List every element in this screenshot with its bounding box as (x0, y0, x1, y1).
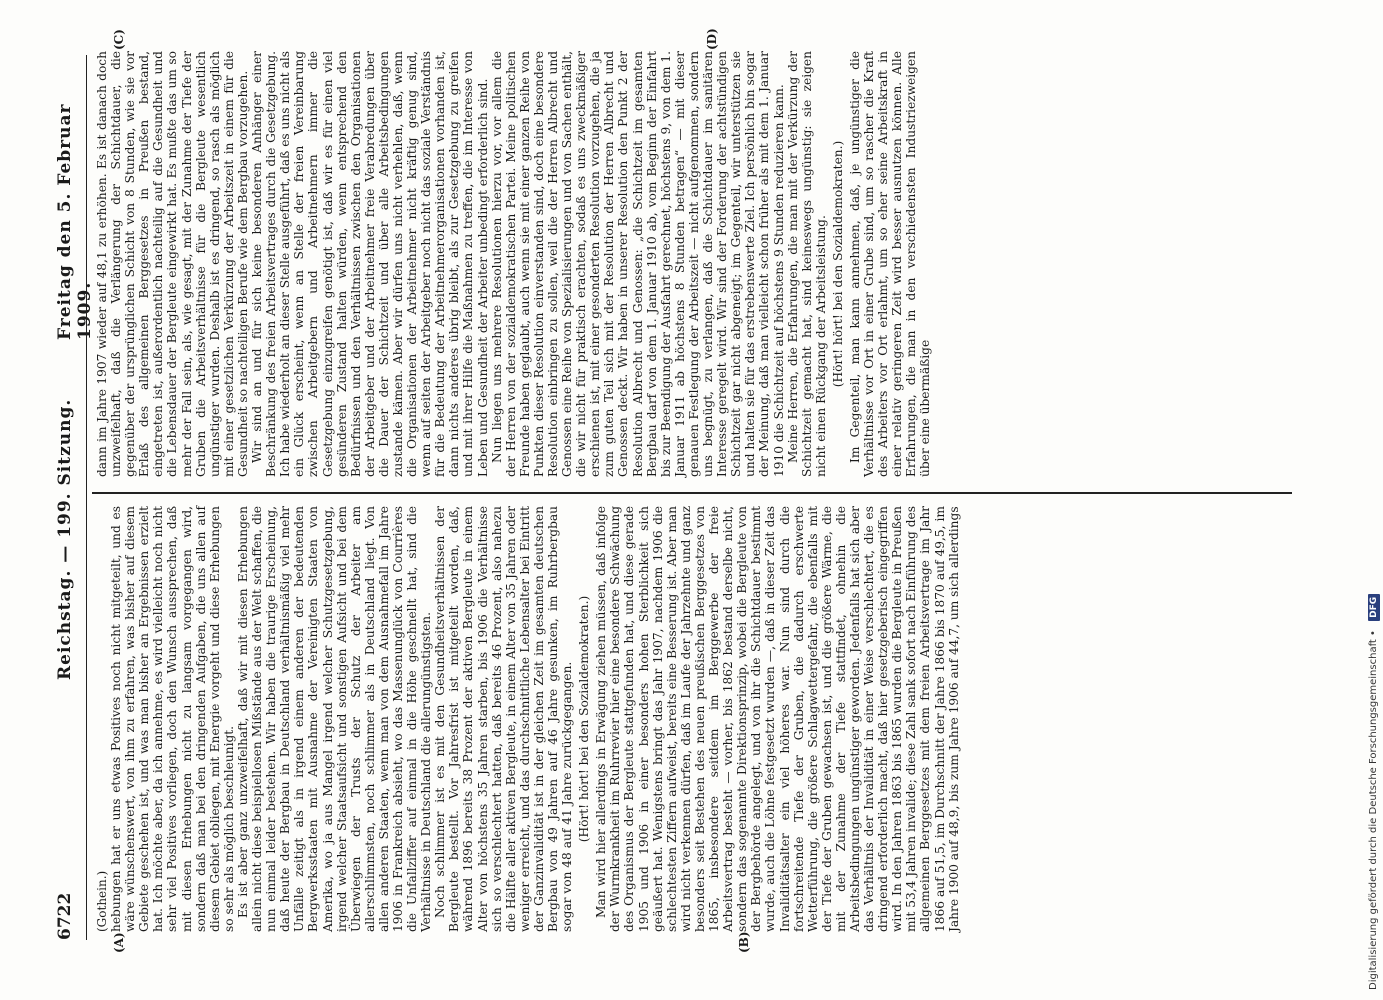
column-divider (92, 492, 1292, 494)
margin-marker-c: (C) (112, 29, 126, 50)
margin-marker-a: (A) (112, 932, 126, 953)
paragraph: Wir sind an und für sich keine besonderen Anhänger einer Beschränkung des freien Arbeitsvertrages durch die Gesetzgebung. Ich habe wiederholt an dieser Stelle ausgeführt, daß es uns nicht als ein Glück erscheint, wenn an Stelle der freien Vereinbarung zwischen Arbeitgebern und Arbeitnehmern immer die Gesetzgebung einzugreifen genötigt ist, daß wir es für einen viel gesünderen Zustand halten würden, wenn entsprechend den Bedürfnissen und den Verhältnissen zwischen den Organisationen der Arbeitgeber und der Arbeitnehmer freie Verabredungen über die Dauer der Schichtzeit und über alle Arbeitsbedingungen zustande kämen. Aber wir dürfen uns nicht verhehlen, daß, wenn die Organisationen der Arbeitnehmer nicht kräftig genug sind, wenn auf seiten der Arbeitgeber noch nicht das soziale Verständnis für die Bedeutung der Arbeitnehmerorganisationen vorhanden ist, dann nichts anderes übrig bleibt, als zur Gesetzgebung zu greifen und mit ihrer Hilfe die Maßnahmen zu treffen, die im Interesse von Leben und Gesundheit der Arbeiter unbedingt erforderlich sind. (250, 51, 490, 477)
paragraph: Man wird hier allerdings in Erwägung ziehen müssen, daß infolge der Wurmkrankheit im Ruhrrevier hier eine besondere Schwächung des Organismus der Bergleute stattgefunden hat, und diese gerade 1905 und 1906 in einer besonders hohen Sterblichkeit sich geäußert hat. Wenigstens bringt das Jahr 1907, nachdem 1906 die schlechtesten Ziffern aufweist, bereits eine Besserung ist. Aber man wird nicht verkennen dürfen, daß im Laufe der Jahrzehnte und ganz besonders seit Bestehen des neuen preußischen Berggesetzes von 1865, insbesondere seitdem im Berggewerbe der freie Arbeitsvertrag besteht — vorher, bis 1862 bestand derselbe nicht, sondern das sogenannte Direktionsprinzip, wobei die Bergleute von der Bergbehörde angelegt, und von ihr die Schichtdauer bestimmt wurde, auch die Löhne festgesetzt wurden —, daß in dieser Zeit das Invaliditätsalter ein viel höheres war. Nun sind durch die fortschreitende Tiefe der Gruben, die dadurch erschwerte Wetterführung, die größere Schlagwettergefahr, die ebenfalls mit der Tiefe der Gruben gewachsen ist, und die größere Wärme, die mit der Zunahme der Tiefe stattfindet, ohnehin die Arbeitsbedingungen ungünstiger geworden. Jedenfalls hat sich aber das Verhältnis der Invalidität in einer Weise verschlechtert, die es dringend erforderlich macht, daß hier gesetzgeberisch eingegriffen wird. In den Jahren 1863 bis 1865 wurden die Bergleute in Preußen mit 53,4 Jahren invalide; diese Zahl sank sofort nach Einführung des allgemeinen Berggesetzes mit dem freien Arbeitsvertrage im Jahr 1866 auf 51,5, im Durchschnitt der Jahre 1866 bis 1870 auf 49,5, im Jahre 1900 auf 48,9, bis zum Jahre 1906 auf 44,7, um sich allerdings (594, 506, 961, 932)
margin-marker-d: (D) (705, 28, 719, 50)
interjection: (Hört! hört! bei den Sozialdemokraten.) (830, 140, 845, 388)
right-column (95, 51, 933, 477)
credit-text: Digitalisierung gefördert durch die Deutsche Forschungsgemeinschaft • (1368, 630, 1379, 990)
digitization-credit (1348, 10, 1378, 990)
paragraph: Meine Herren, die Erfahrungen, die man mit der Verkürzung der Schichtzeit gemacht hat, sind keineswegs ungünstig: sie zeigen nicht einen Rückgang der Arbeitsleistung. (785, 51, 828, 477)
paragraph: Im Gegenteil, man kann annehmen, daß, je ungünstiger die Verhältnisse vor Ort in einer Grube sind, um so rascher die Kraft des Arbeiters vor Ort erlahmt, um so eher seine Arbeitskraft in einer relativ geringeren Zeit wird besser ausnutzen können. Alle Erfahrungen, die man in den verschiedensten Industriezweigen über eine übermäßige (847, 51, 933, 477)
paragraph: dann im Jahre 1907 wieder auf 48,1 zu erhöhen. Es ist danach doch unzweifelhaft, daß die Verlängerung der Schichtdauer, die gegenüber der ursprünglichen Schicht von 8 Stunden, wie sie vor Erlaß des allgemeinen Berggesetzes in Preußen bestand, eingetreten ist, außerordentlich nachteilig auf die Gesundheit und die Lebensdauer der Bergleute eingewirkt hat. Es mußte das um so mehr der Fall sein, als, wie gesagt, mit der Zunahme der Tiefe der Gruben die Arbeitsverhältnisse für die Bergleute wesentlich ungünstiger wurden. Deshalb ist es dringend, so rasch als möglich mit einer gesetzlichen Verkürzung der Arbeitszeit in einem für die Gesundheit so nachteiligen Berufe wie dem Bergbau vorzugehen. (95, 51, 250, 477)
speaker-name: (Gothein.) (95, 870, 109, 932)
page-number: 6722 (55, 892, 75, 940)
paragraph: Es ist aber ganz unzweifelhaft, daß wir mit diesen Erhebungen allein nicht diese beispiellosen Mißstände aus der Welt schaffen, die nun einmal leider bestehen. Wir haben die traurige Erscheinung, daß heute der Bergbau in Deutschland verhältnismäßig viel mehr Unfälle zeitigt als in irgend einem anderen der bedeutenden Bergwerksstaaten mit Ausnahme der Vereinigten Staaten von Amerika, wo ja aus Mangel irgend welcher Schutzgesetzgebung, irgend welcher Staatsaufsicht und sonstigen Aufsicht und bei dem Überwiegen der Trusts der Schutz der Arbeiter am allerschlimmsten, noch schlimmer als in Deutschland liegt. Von allen anderen Staaten, wenn man von dem Ausnahmefall im Jahre 1906 in Frankreich absieht, wo das Massenunglück von Courrières die Unfallziffer auf einmal in die Höhe geschnellt hat, sind die Verhältnisse in Deutschland die allerungünstigsten. (235, 506, 434, 932)
header-rule (86, 55, 87, 940)
header-session-title: Reichstag. — 199. Sitzung. (55, 398, 75, 680)
paragraph: Nun liegen uns mehrere Resolutionen hierzu vor, vor allem die der Herren von der sozialdemokratischen Partei. Meine politischen Freunde haben geglaubt, auch wenn sie mit einer ganzen Reihe von Punkten dieser Resolution einverstanden sind, doch eine besondere Resolution einbringen zu sollen, weil die der Herren Albrecht und Genossen eine Reihe von Spezialisierungen und von Sachen enthält, die wir nicht für praktisch erachten, sodaß es uns zweckmäßiger erschienen ist, mit einer gesonderten Resolution vorzugehen, die ja zum guten Teil sich mit der Resolution der Herren Albrecht und Genossen deckt. Wir haben in unserer Resolution den Punkt 2 der Resolution Albrecht und Genossen: „die Schichtzeit im gesamten Bergbau darf von dem 1. Januar 1910 ab, vom Beginn der Einfahrt bis zur Beendigung der Ausfahrt gerechnet, höchstens 9, von dem 1. Januar 1911 ab höchstens 8 Stunden betragen“ — mit dieser genauen Festlegung der Arbeitszeit — nicht aufgenommen, sondern uns begnügt, zu verlangen, daß die Schichtdauer im sanitären Interesse geregelt wird. Wir sind der Forderung der achtstündigen Schichtzeit gar nicht abgeneigt; im Gegenteil, wir unterstützen sie und halten sie für das erstrebenswerte Ziel. Ich persönlich bin sogar der Meinung, daß man vielleicht schon früher als mit dem 1. Januar 1910 die Schichtzeit auf höchstens 9 Stunden reduzieren kann. (489, 51, 786, 477)
interjection: (Hört! hört! bei den Sozialdemokraten.) (577, 595, 592, 843)
left-column (95, 506, 961, 932)
dfg-logo: DFG (1368, 594, 1380, 621)
paragraph: Noch schlimmer ist es mit den Gesundheitsverhältnissen der Bergleute bestellt. Vor Jahresfrist ist mitgeteilt worden, daß, während 1896 bereits 38 Prozent der aktiven Bergleute in einem Alter von höchstens 35 Jahren starben, bis 1906 die Verhältnisse sich so verschlechtert hatten, daß bereits 46 Prozent, also nahezu die Hälfte aller aktiven Bergleute, in einem Alter von 35 Jahren oder weniger erreicht, und das durchschnittliche Lebensalter bei Eintritt der Ganzinvalidität ist in der gleichen Zeit im gesamten deutschen Bergbau von 49 Jahren auf 46 Jahre gesunken, im Ruhrbergbau sogar von 48 auf 41 Jahre zurückgegangen. (433, 506, 575, 932)
margin-marker-b: (B) (737, 931, 751, 953)
page-header (55, 55, 95, 940)
credit-line (1368, 10, 1383, 990)
paragraph: hebungen hat er uns etwas Positives noch nicht mitgeteilt, und es wäre wünschenswert, von ihm zu erfahren, was bisher auf diesem Gebiete geschehen ist, und was man bisher an Ergebnissen erzielt hat. Ich möchte aber, da ich annehme, es wird vielleicht noch nicht sehr viel Positives vorliegen, doch den Wunsch aussprechen, daß mit diesen Erhebungen nicht zu langsam vorgegangen wird, sondern daß man bei den dringenden Aufgaben, die uns allen auf diesem Gebiet obliegen, mit Energie vorgeht und diese Erhebungen so sehr als möglich beschleunigt. (109, 506, 236, 932)
header-date-title: Freitag den 5. Februar 1909. (55, 103, 95, 340)
